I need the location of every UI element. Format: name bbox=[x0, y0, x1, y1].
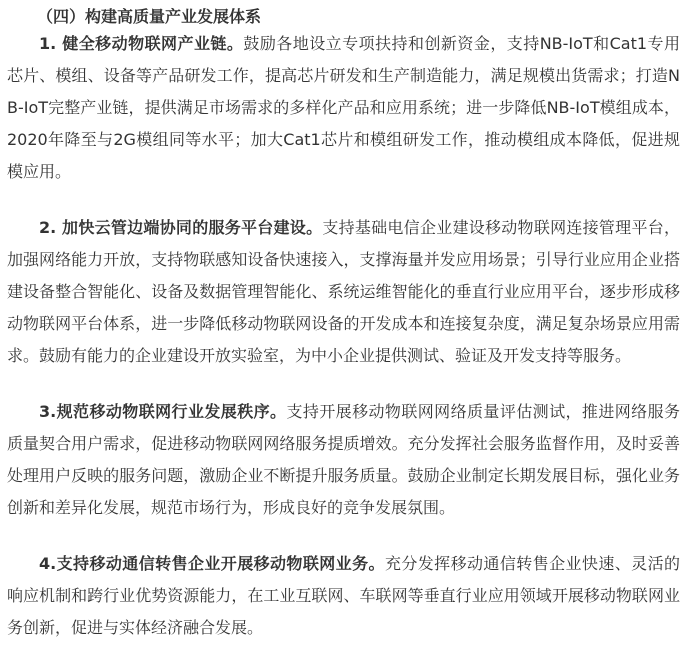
paragraph-lead: 1. 健全移动物联网产业链。 bbox=[39, 34, 244, 53]
paragraph-industry-chain bbox=[7, 28, 680, 188]
paragraph-body: 鼓励各地设立专项扶持和创新资金，支持NB-IoT和Cat1专用芯片、模组、设备等产品研发工作，提高芯片研发和生产制造能力，满足规模出货需求；打造NB-IoT完整产业链，提供满足市场需求的多样化产品和应用系统；进一步降低NB-IoT模组成本，2020年降至与2G模组同等水平；加大Cat1芯片和模组研发工作，推动模组成本降低，促进规模应用。 bbox=[7, 34, 680, 181]
paragraph-service-platform bbox=[7, 212, 680, 372]
paragraph-body: 支持开展移动物联网网络质量评估测试，推进网络服务质量契合用户需求，促进移动物联网网络服务提质增效。充分发挥社会服务监督作用，及时妥善处理用户反映的服务问题，激励企业不断提升服务质量。鼓励企业制定长期发展目标，强化业务创新和差异化发展，规范市场行为，形成良好的竞争发展氛围。 bbox=[7, 402, 680, 517]
paragraph-body: 充分发挥移动通信转售企业快速、灵活的响应机制和跨行业优势资源能力，在工业互联网、车联网等垂直行业应用领域开展移动物联网业务创新，促进与实体经济融合发展。 bbox=[7, 554, 680, 637]
section-heading: （四）构建高质量产业发展体系 bbox=[37, 7, 262, 26]
paragraph-body: 支持基础电信企业建设移动物联网连接管理平台，加强网络能力开放，支持物联感知设备快速接入，支撑海量并发应用场景；引导行业应用企业搭建设备整合智能化、设备及数据管理智能化、系统运维智能化的垂直行业应用平台，逐步形成移动物联网平台体系，进一步降低移动物联网设备的开发成本和连接复杂度，满足复杂场景应用需求。鼓励有能力的企业建设开放实验室，为中小企业提供测试、验证及开发支持等服务。 bbox=[7, 218, 680, 365]
paragraph-resale-business bbox=[7, 548, 680, 644]
paragraph-lead: 2. 加快云管边端协同的服务平台建设。 bbox=[39, 218, 323, 237]
paragraph-lead: 4.支持移动通信转售企业开展移动物联网业务。 bbox=[39, 554, 385, 573]
paragraph-industry-order bbox=[7, 396, 680, 524]
paragraph-lead: 3.规范移动物联网行业发展秩序。 bbox=[39, 402, 287, 421]
